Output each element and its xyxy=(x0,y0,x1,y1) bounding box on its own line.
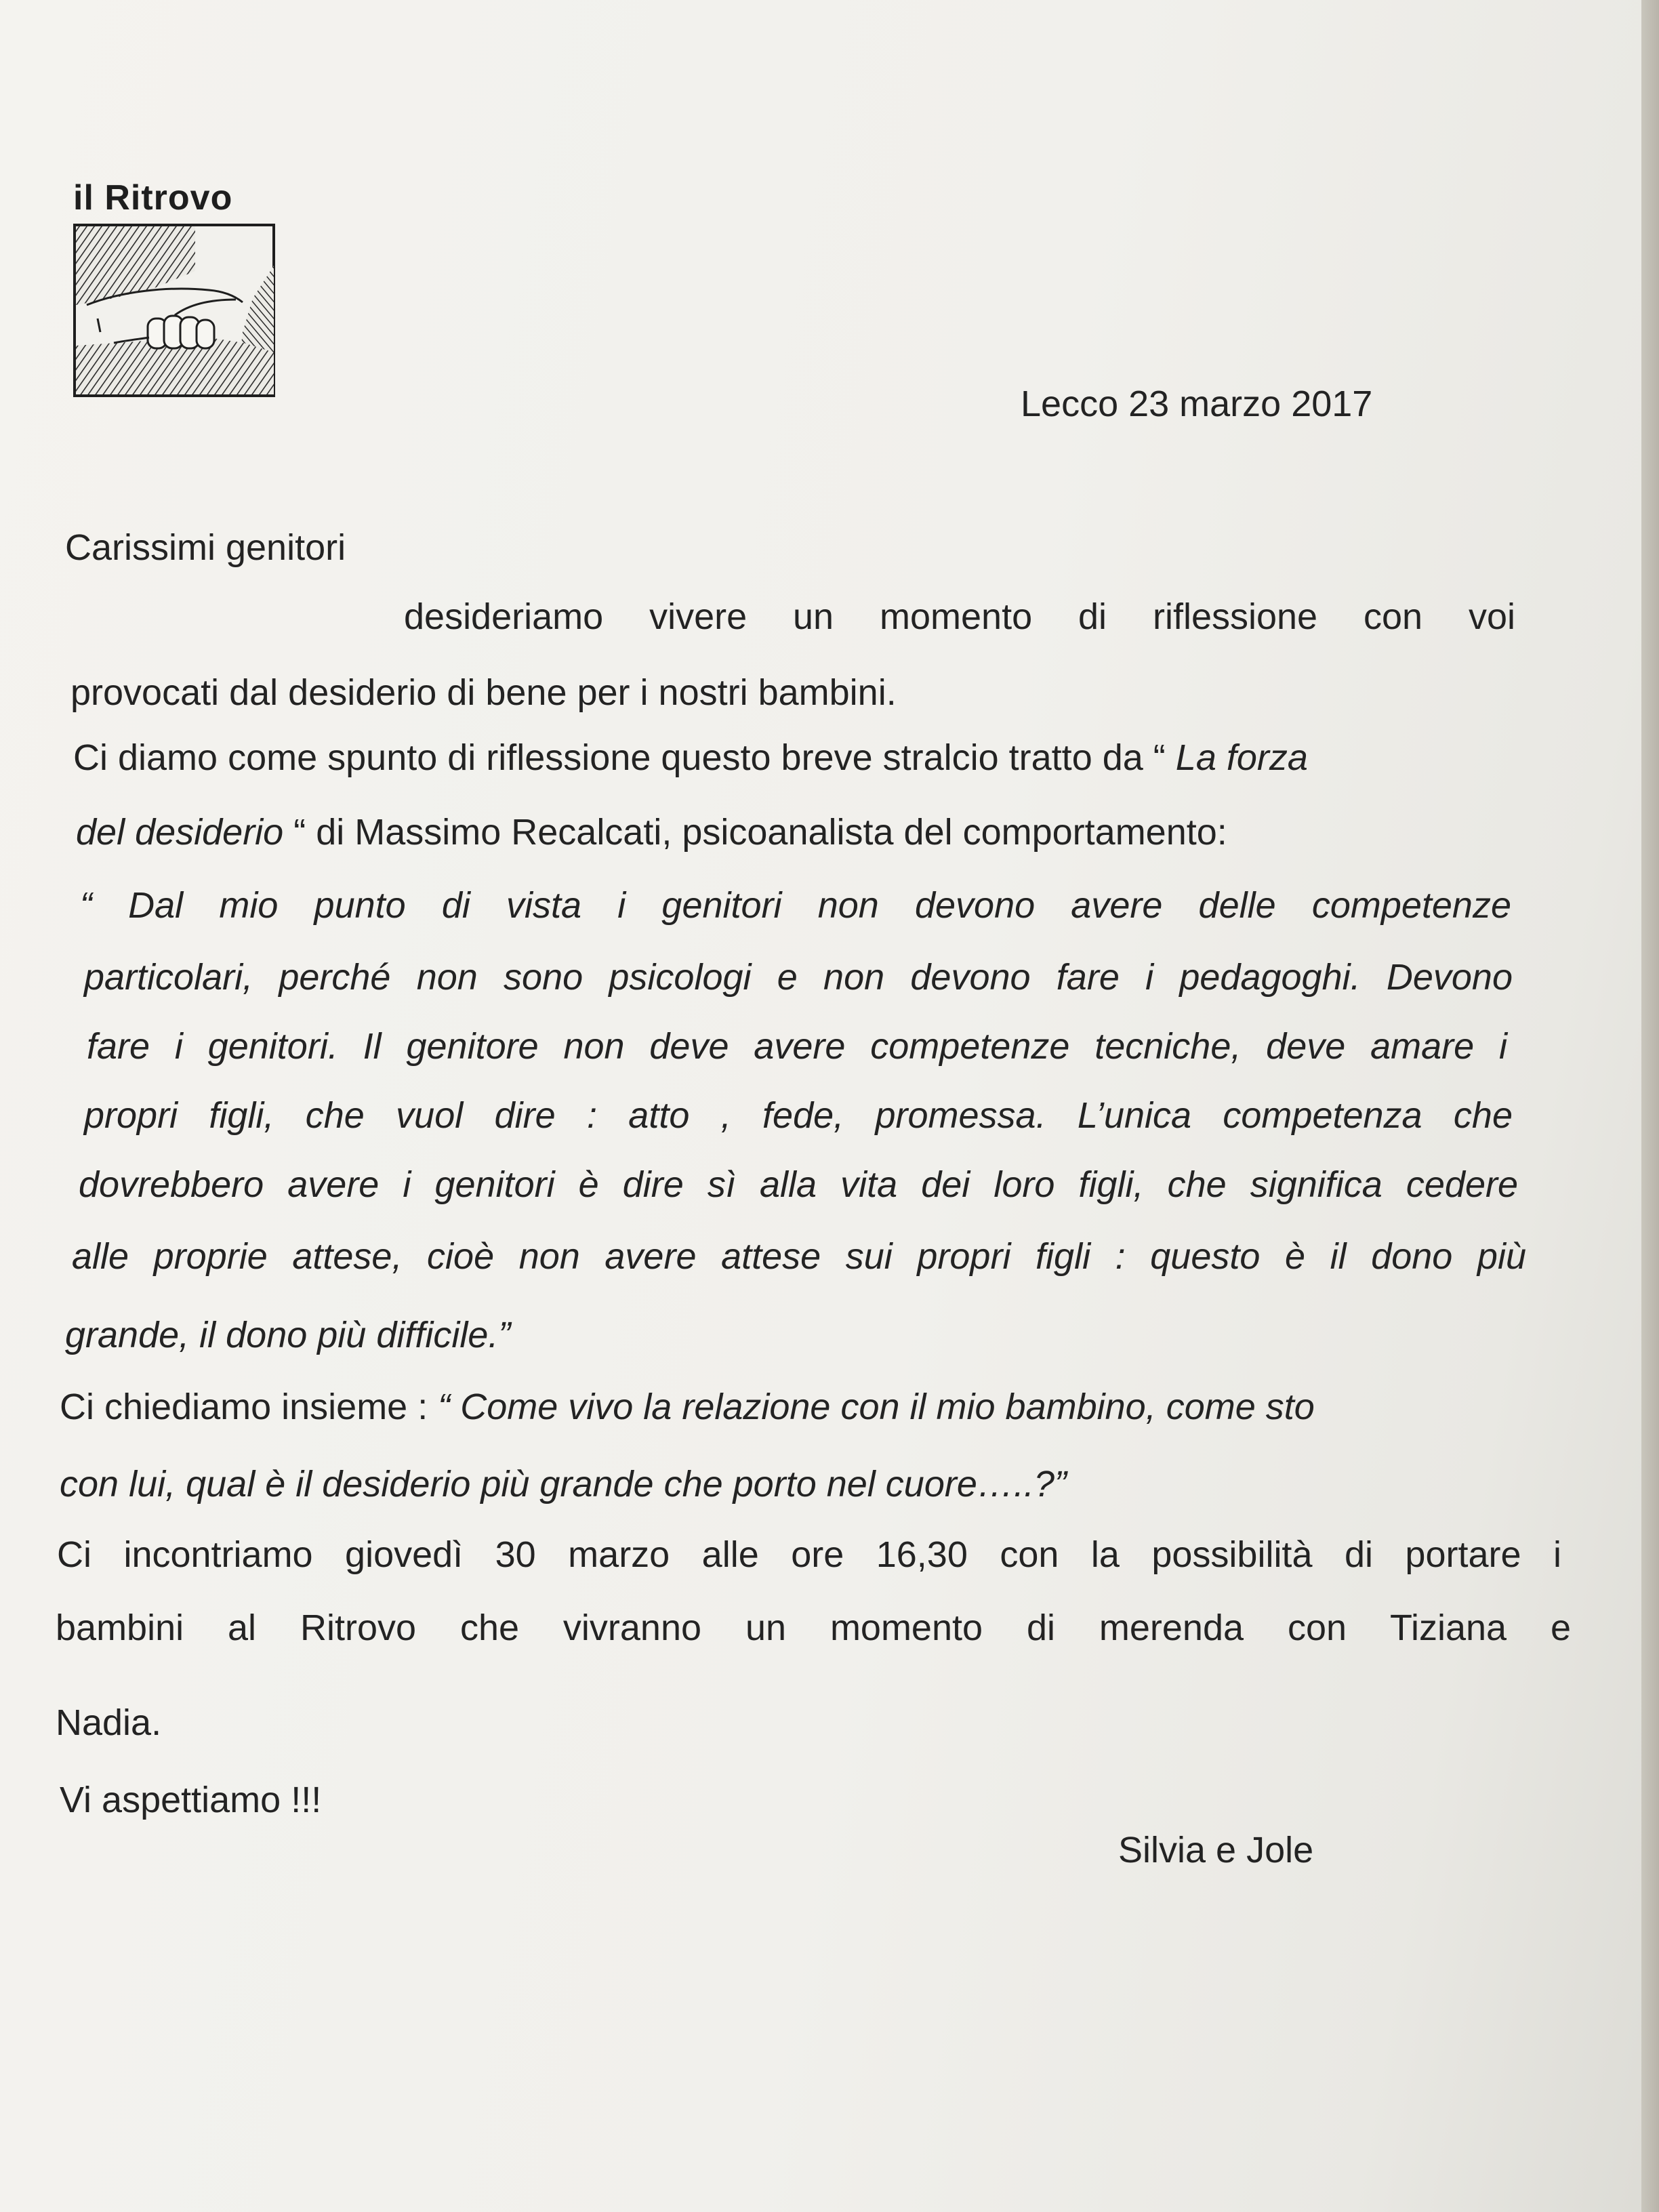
signature: Silvia e Jole xyxy=(1118,1830,1314,1870)
quote-line: alle proprie attese, cioè non avere attese sui propri figli : questo è il dono più xyxy=(72,1236,1526,1277)
intro-line: provocati dal desiderio di bene per i nostri bambini. xyxy=(70,672,897,713)
quote-line: particolari, perché non sono psicologi e non devono fare i pedagoghi. Devono xyxy=(84,957,1513,998)
logo-hands-illustration xyxy=(73,224,276,400)
meeting-line: Nadia. xyxy=(56,1702,162,1743)
logo xyxy=(73,178,276,408)
reference-line xyxy=(73,737,1519,778)
letter-date: Lecco 23 marzo 2017 xyxy=(1021,384,1373,424)
meeting-line: bambini al Ritrovo che vivranno un momento di merenda con Tiziana e xyxy=(56,1607,1571,1648)
quote-line: dovrebbero avere i genitori è dire sì alla vita dei loro figli, che significa cedere xyxy=(79,1164,1518,1205)
intro-line: desideriamo vivere un momento di riflessione con voi xyxy=(404,596,1515,637)
reference-text: Ci diamo come spunto di riflessione questo breve stralcio tratto da “ xyxy=(73,737,1176,778)
reference-text: “ di Massimo Recalcati, psicoanalista del comportamento: xyxy=(283,812,1227,853)
quote-line: fare i genitori. Il genitore non deve avere competenze tecniche, deve amare i xyxy=(87,1026,1507,1067)
question-text: “ Come vivo la relazione con il mio bambino, come sto xyxy=(438,1387,1315,1427)
salutation: Carissimi genitori xyxy=(65,527,346,568)
reference-line xyxy=(76,812,1227,853)
quote-line: propri figli, che vuol dire : atto , fede, promessa. L’unica competenza che xyxy=(84,1095,1513,1136)
quote-line: grande, il dono più difficile.” xyxy=(65,1315,511,1355)
question-line: con lui, qual è il desiderio più grande che porto nel cuore…..?” xyxy=(60,1464,1067,1504)
book-title: del desiderio xyxy=(76,812,284,853)
page-edge-shadow xyxy=(1641,0,1659,2212)
question-line xyxy=(60,1387,1537,1427)
quote-line: “ Dal mio punto di vista i genitori non devono avere delle competenze xyxy=(80,885,1511,926)
logo-title: il Ritrovo xyxy=(73,178,233,218)
meeting-line: Ci incontriamo giovedì 30 marzo alle ore 16,30 con la possibilità di portare i xyxy=(57,1534,1561,1575)
book-title: La forza xyxy=(1175,737,1308,778)
closing: Vi aspettiamo !!! xyxy=(60,1780,322,1820)
question-prefix: Ci chiediamo insieme : xyxy=(60,1387,438,1427)
